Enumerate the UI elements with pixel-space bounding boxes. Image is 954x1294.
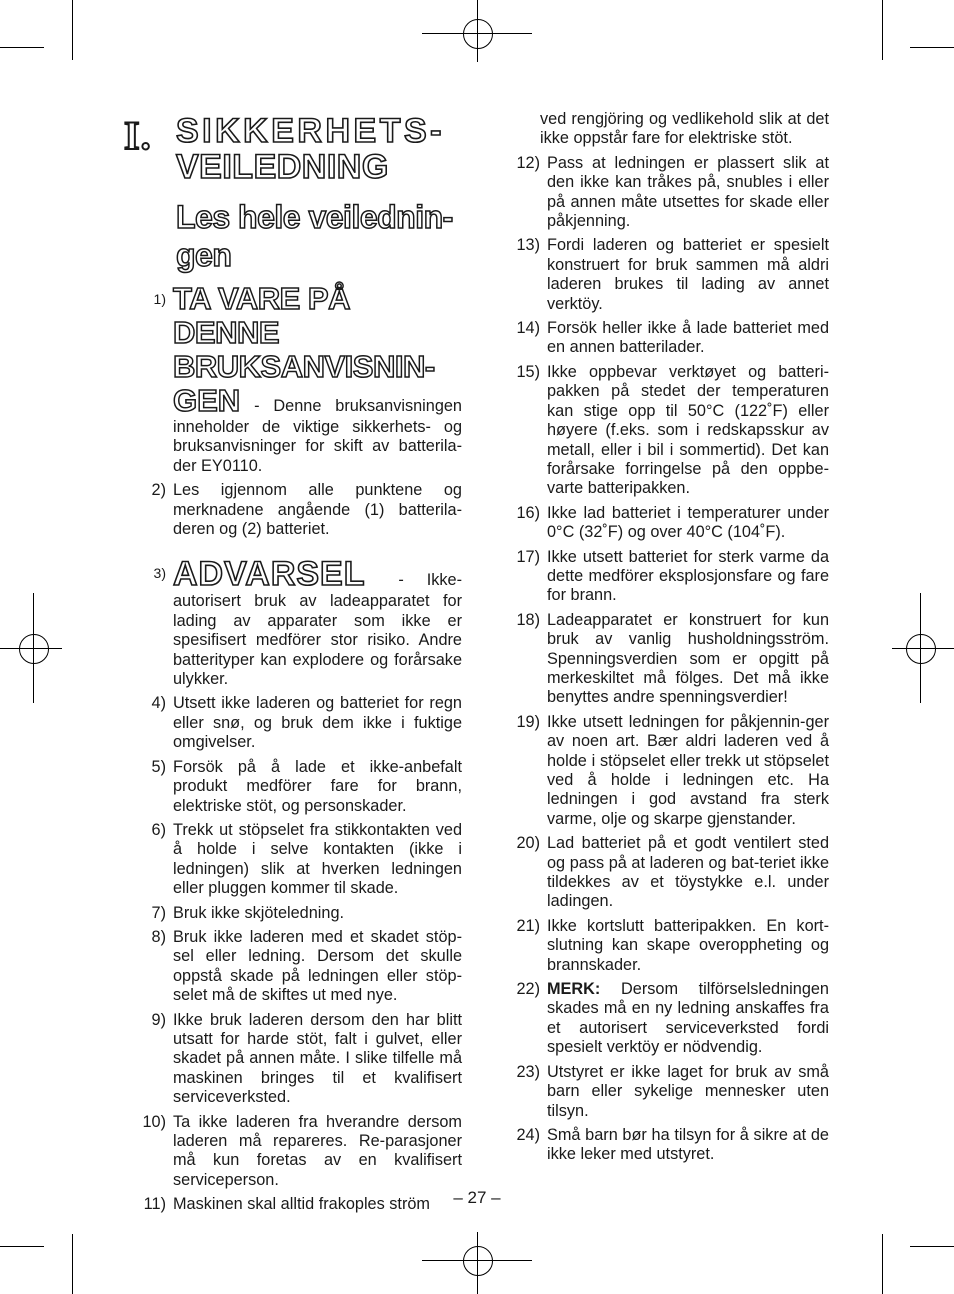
list-item-18 (500, 611, 829, 708)
item-number: 13) (516, 236, 540, 255)
item-text: Ikke lad batteriet i temperaturer under 0°C (32˚F) og over 40°C (104˚F). (547, 503, 829, 542)
item-number: 21) (516, 916, 540, 935)
list-item-20 (500, 834, 829, 912)
section-subtitle-line-1: Les hele veilednin- (176, 199, 453, 235)
item-number: 16) (516, 503, 540, 522)
list-item-14 (500, 319, 829, 358)
list-item-12 (500, 154, 829, 232)
item-11-continuation: ved rengjöring og vedlikehold slik at det ikke oppstår fare for elektriske stöt. (540, 110, 829, 148)
item-text: Bruk ikke skjöteledning. (173, 903, 345, 922)
section-title-line-2: VEILEDNING (176, 148, 389, 186)
page-number: – 27 – (453, 1188, 501, 1207)
item-text: Maskinen skal alltid frakoples ström (173, 1195, 430, 1214)
item-number: 18) (516, 610, 540, 629)
left-column (126, 282, 462, 1220)
item-text: Ladeapparatet er konstruert for kun bruk av vanlig husholdningsström. Spenningsverdien som er opgitt på merkeskiltet må fölges. Det må ikke benyttes andre spenningsverdier! (547, 610, 829, 707)
item-text: Forsök på å lade et ikke-anbefalt produkt medförer fare for brann, elektriske stöt, og personskader. (173, 757, 462, 815)
list-item-8 (126, 928, 462, 1006)
item-text: Forsök heller ikke å lade batteriet med en annen batterilader. (547, 319, 829, 357)
item-number: 23) (516, 1062, 540, 1081)
item-text: Ikke utsett ledningen for påkjennin-ger av noen art. Bær aldri laderen ved å holde i stöpselet eller trekk ut stöpselet ved å holde i ledningen etc. Ha ledningen i god avstand fra sterk varme, olje og skarpe gjenstander. (547, 712, 829, 828)
item-text: Ikke bruk laderen dersom den har blitt utsatt for harde stöt, falt i gulvet, eller skadet på annen måte. I slike tilfelle må maskinen bringes til et kvalifisert serviceverksted. (173, 1010, 462, 1107)
list-item-2 (126, 481, 462, 539)
item-number: 11) (143, 1195, 166, 1214)
list-item-19 (500, 713, 829, 829)
list-item-3 (126, 556, 462, 689)
item-text: Fordi laderen og batteriet er spesielt konstruert for bruk sammen må aldri laderen brukes til lading av annet verktöy. (547, 236, 829, 313)
item-text: Små barn bør ha tilsyn for å sikre at de ikke leker med utstyret. (547, 1125, 829, 1164)
item-number: 8) (151, 927, 166, 946)
list-item-1 (126, 282, 462, 476)
list-item-17 (500, 548, 829, 606)
item-text: Ikke oppbevar verktøyet og batteri-pakken på stedet der temperaturen kan stige opp til 50°C (122˚F) eller høyere (f.eks. som i redskapsskur av metall, eller i bil i sommertid). Det kan forårsake forringelse på den oppbe-varte batteripakken. (547, 362, 829, 498)
item-number: 15) (516, 362, 540, 381)
right-column (500, 110, 829, 1170)
item-number: 4) (151, 694, 166, 713)
warning-heading: ADVARSEL (173, 555, 366, 594)
item-text: Utsett ikke laderen og batteriet for regn eller snø, og bruk dem ikke i fuktige omgivelser. (173, 694, 462, 752)
list-item-15 (500, 363, 829, 499)
item-number: 6) (151, 820, 166, 839)
item-number: 24) (516, 1125, 540, 1144)
item-text: Ikke utsett batteriet for sterk varme da dette medförer eksplosjonsfare og fare for brann. (547, 547, 829, 605)
section-subtitle-line-2: gen (176, 237, 232, 273)
item-text: Bruk ikke laderen med et skadet stöp-sel eller ledning. Dersom det skulle oppstå skade på ledningen eller stöp-selet må de skiftes ut med nye. (173, 927, 462, 1005)
list-item-22 (500, 980, 829, 1058)
list-item-21 (500, 917, 829, 975)
list-item-23 (500, 1063, 829, 1121)
item-number: 19) (516, 712, 540, 731)
item-number: 7) (151, 903, 166, 922)
item-text: Ta ikke laderen fra hverandre dersom laderen må repareres. Re-parasjoner må kun foretas av en kvalifisert serviceperson. (173, 1112, 462, 1189)
section-title (176, 113, 496, 185)
item-number: 5) (151, 757, 166, 776)
list-item-9 (126, 1011, 462, 1108)
item-text: Utstyret er ikke laget for bruk av små barn eller sykelige mennesker uten tilsyn. (547, 1062, 829, 1120)
list-item-4 (126, 694, 462, 752)
item-number: 17) (516, 547, 540, 566)
section-number: I. (124, 113, 152, 158)
item-text: Trekk ut stöpselet fra stikkontakten ved å holde i selve kontakten (ikke i ledningen) slik at hverken ledningen eller pluggen kommer til skade. (173, 820, 462, 898)
item-text: - Ikke-autorisert bruk av ladeapparatet for lading av apparater som ikke er spesifisert medförer stor risiko. Andre batterityper kan explodere og forårsake ulykker. (173, 571, 463, 689)
list-item-10 (126, 1113, 462, 1191)
item-1-heading-end: GEN (173, 383, 241, 418)
item-number: 12) (516, 153, 540, 172)
item-text: - Denne bruksanvisningen inneholder de viktige sikkerhets- og bruksanvisninger for skift av batterila-der EY0110. (173, 397, 462, 475)
list-item-6 (126, 821, 462, 899)
item-text: Pass at ledningen er plassert slik at den ikke kan tråkes på, snubles i eller på annen måte utsettes for skade eller påkjenning. (547, 153, 829, 231)
item-number: 10) (142, 1112, 166, 1131)
item-text: Lad batteriet på et godt ventilert sted og pass på at laderen og bat-teriet ikke tildekkes av et töystykke e.l. under ladingen. (547, 834, 829, 911)
item-text: Les igjennom alle punktene og merknadene angående (1) batterila-deren og (2) batteriet. (173, 481, 462, 539)
list-item-7 (126, 904, 462, 923)
item-1-heading: TA VARE PÅ DENNE BRUKSANVISNIN- (173, 281, 435, 384)
item-number: 1) (153, 291, 166, 307)
item-number: 20) (516, 834, 540, 853)
item-number: 2) (151, 481, 166, 500)
item-number: 14) (516, 319, 540, 338)
list-item-13 (500, 236, 829, 314)
item-text: Ikke kortslutt batteripakken. En kort-slutning kan skape overoppheting og brannskader. (547, 916, 829, 974)
section-title-line-1: SIKKERHETS- (176, 112, 445, 150)
item-text: Dersom tilförselsledningen skades må en ny ledning anskaffes fra et autorisert serviceverksted fordi spesielt verktöy er nödvendig. (547, 980, 829, 1057)
section-subtitle (176, 198, 476, 274)
note-label: MERK: (547, 980, 601, 999)
item-number: 22) (516, 980, 540, 999)
list-item-5 (126, 758, 462, 816)
list-item-16 (500, 504, 829, 543)
item-number: 3) (153, 565, 166, 582)
item-number: 9) (151, 1010, 166, 1029)
list-item-24 (500, 1126, 829, 1165)
